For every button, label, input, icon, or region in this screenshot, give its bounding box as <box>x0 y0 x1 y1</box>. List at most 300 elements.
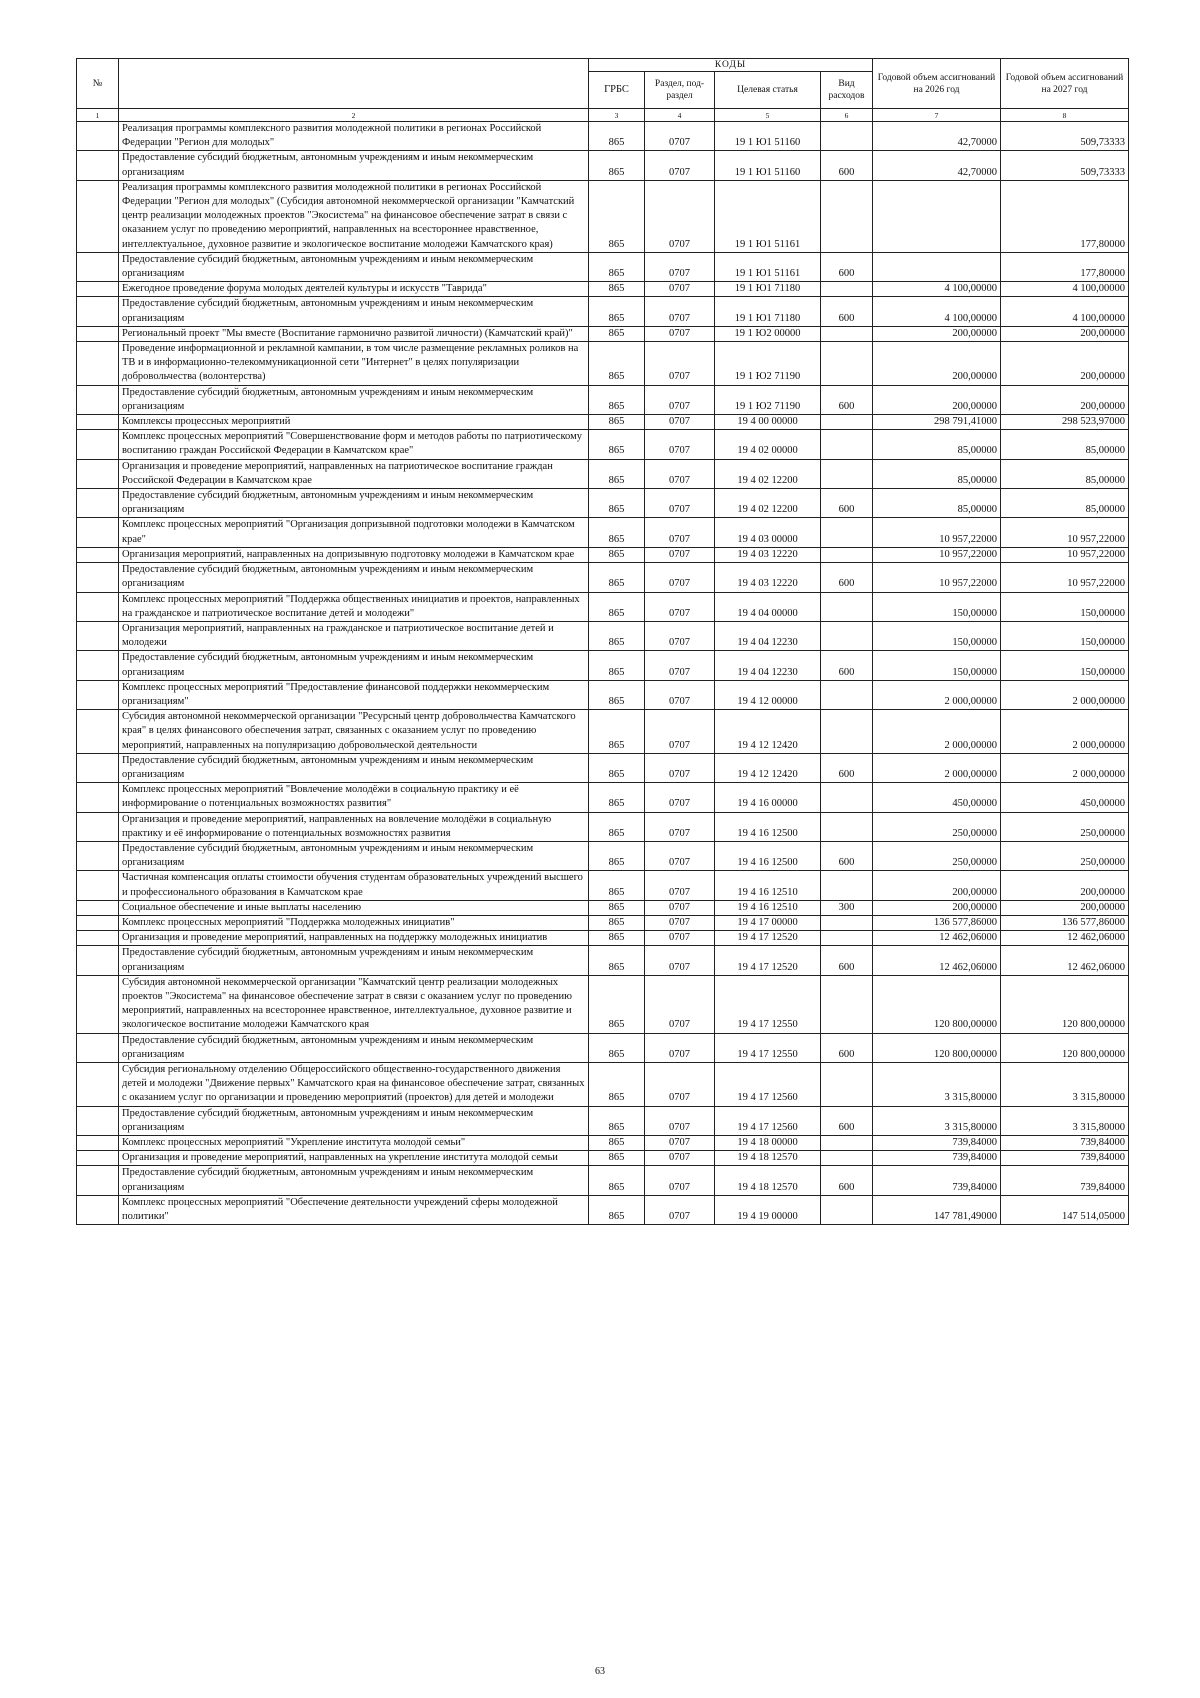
row-target-cell: 19 4 04 12230 <box>715 651 821 680</box>
row-expense-type-cell: 600 <box>821 489 873 518</box>
row-expense-type-cell: 600 <box>821 297 873 326</box>
row-name-cell: Предоставление субсидий бюджетным, автономным учреждениям и иным некоммерческим организациям <box>119 946 589 975</box>
row-amount-2027-cell: 2 000,00000 <box>1001 710 1129 754</box>
row-grbs-cell: 865 <box>589 1195 645 1224</box>
row-section-cell: 0707 <box>645 1106 715 1135</box>
row-target-cell: 19 1 Ю1 51160 <box>715 151 821 180</box>
row-expense-type-cell: 600 <box>821 151 873 180</box>
header-year-2027: Годовой объем ассигнований на 2027 год <box>1001 59 1129 109</box>
row-target-cell: 19 1 Ю2 71190 <box>715 385 821 414</box>
row-number-cell <box>77 489 119 518</box>
row-grbs-cell: 865 <box>589 931 645 946</box>
row-amount-2027-cell: 150,00000 <box>1001 592 1129 621</box>
row-amount-2027-cell: 200,00000 <box>1001 385 1129 414</box>
row-amount-2026-cell: 200,00000 <box>873 871 1001 900</box>
row-amount-2026-cell: 150,00000 <box>873 592 1001 621</box>
row-grbs-cell: 865 <box>589 915 645 930</box>
row-amount-2026-cell: 2 000,00000 <box>873 710 1001 754</box>
page-number: 63 <box>595 1666 605 1677</box>
table-row <box>77 710 1129 754</box>
row-amount-2027-cell: 177,80000 <box>1001 252 1129 281</box>
row-amount-2026-cell: 120 800,00000 <box>873 1033 1001 1062</box>
row-amount-2027-cell: 150,00000 <box>1001 651 1129 680</box>
row-grbs-cell: 865 <box>589 342 645 386</box>
row-expense-type-cell <box>821 282 873 297</box>
row-amount-2026-cell: 10 957,22000 <box>873 518 1001 547</box>
row-name-cell: Социальное обеспечение и иные выплаты населению <box>119 900 589 915</box>
row-section-cell: 0707 <box>645 489 715 518</box>
row-expense-type-cell: 600 <box>821 1033 873 1062</box>
row-grbs-cell: 865 <box>589 841 645 870</box>
row-number-cell <box>77 1166 119 1195</box>
table-row <box>77 1106 1129 1135</box>
row-amount-2026-cell: 298 791,41000 <box>873 415 1001 430</box>
column-number: 8 <box>1001 109 1129 122</box>
row-name-cell: Организация мероприятий, направленных на гражданское и патриотическое воспитание детей и молодежи <box>119 621 589 650</box>
row-section-cell: 0707 <box>645 1195 715 1224</box>
row-amount-2026-cell: 10 957,22000 <box>873 547 1001 562</box>
row-expense-type-cell <box>821 592 873 621</box>
row-amount-2026-cell: 4 100,00000 <box>873 282 1001 297</box>
row-expense-type-cell <box>821 975 873 1033</box>
row-number-cell <box>77 326 119 341</box>
row-section-cell: 0707 <box>645 1151 715 1166</box>
row-amount-2027-cell: 739,84000 <box>1001 1151 1129 1166</box>
row-amount-2027-cell: 2 000,00000 <box>1001 753 1129 782</box>
row-grbs-cell: 865 <box>589 518 645 547</box>
table-row <box>77 1063 1129 1107</box>
row-grbs-cell: 865 <box>589 783 645 812</box>
row-amount-2026-cell: 136 577,86000 <box>873 915 1001 930</box>
row-name-cell: Организация и проведение мероприятий, направленных на вовлечение молодёжи в социальную практику и её информирование о потенциальных возможностях развития <box>119 812 589 841</box>
row-grbs-cell: 865 <box>589 753 645 782</box>
row-target-cell: 19 4 03 00000 <box>715 518 821 547</box>
table-row <box>77 180 1129 252</box>
row-number-cell <box>77 1195 119 1224</box>
row-expense-type-cell <box>821 180 873 252</box>
row-name-cell: Проведение информационной и рекламной кампании, в том числе размещение рекламных роликов на ТВ и в информационно-телекоммуникационной сети "Интернет" в целях популяризации добровольчества (волонтерства) <box>119 342 589 386</box>
row-number-cell <box>77 385 119 414</box>
row-name-cell: Организация мероприятий, направленных на допризывную подготовку молодежи в Камчатском крае <box>119 547 589 562</box>
row-number-cell <box>77 459 119 488</box>
row-number-cell <box>77 1106 119 1135</box>
column-number: 1 <box>77 109 119 122</box>
row-name-cell: Комплекс процессных мероприятий "Предоставление финансовой поддержки некоммерческим организациям" <box>119 680 589 709</box>
table-row <box>77 252 1129 281</box>
row-name-cell: Комплекс процессных мероприятий "Поддержка молодежных инициатив" <box>119 915 589 930</box>
row-number-cell <box>77 122 119 151</box>
row-section-cell: 0707 <box>645 252 715 281</box>
row-amount-2026-cell: 10 957,22000 <box>873 563 1001 592</box>
row-target-cell: 19 4 16 12510 <box>715 871 821 900</box>
row-target-cell: 19 4 18 12570 <box>715 1166 821 1195</box>
row-name-cell: Предоставление субсидий бюджетным, автономным учреждениям и иным некоммерческим организациям <box>119 252 589 281</box>
row-number-cell <box>77 151 119 180</box>
row-name-cell: Организация и проведение мероприятий, направленных на укрепление института молодой семьи <box>119 1151 589 1166</box>
row-number-cell <box>77 297 119 326</box>
table-body <box>77 122 1129 1225</box>
table-row <box>77 415 1129 430</box>
row-number-cell <box>77 1033 119 1062</box>
row-target-cell: 19 1 Ю1 71180 <box>715 297 821 326</box>
table-row <box>77 946 1129 975</box>
row-expense-type-cell: 600 <box>821 1166 873 1195</box>
row-target-cell: 19 4 17 12560 <box>715 1106 821 1135</box>
row-number-cell <box>77 975 119 1033</box>
row-number-cell <box>77 783 119 812</box>
row-target-cell: 19 4 19 00000 <box>715 1195 821 1224</box>
row-amount-2027-cell: 739,84000 <box>1001 1136 1129 1151</box>
row-amount-2027-cell: 250,00000 <box>1001 812 1129 841</box>
row-amount-2027-cell: 12 462,06000 <box>1001 946 1129 975</box>
row-target-cell: 19 1 Ю1 51161 <box>715 252 821 281</box>
row-grbs-cell: 865 <box>589 1063 645 1107</box>
column-number: 6 <box>821 109 873 122</box>
row-grbs-cell: 865 <box>589 946 645 975</box>
row-amount-2026-cell: 200,00000 <box>873 326 1001 341</box>
row-amount-2027-cell: 509,73333 <box>1001 151 1129 180</box>
table-row <box>77 841 1129 870</box>
table-row <box>77 621 1129 650</box>
row-target-cell: 19 4 18 12570 <box>715 1151 821 1166</box>
row-name-cell: Субсидия автономной некоммерческой организации "Ресурсный центр добровольчества Камчатского края" в целях финансового обеспечения затрат, связанных с оказанием услуг по проведению мероприятий, направленных на популяризацию добровольческой деятельности <box>119 710 589 754</box>
row-amount-2026-cell <box>873 180 1001 252</box>
row-section-cell: 0707 <box>645 547 715 562</box>
row-target-cell: 19 1 Ю1 51161 <box>715 180 821 252</box>
row-name-cell: Предоставление субсидий бюджетным, автономным учреждениям и иным некоммерческим организациям <box>119 489 589 518</box>
budget-table <box>76 58 1129 1225</box>
row-amount-2027-cell: 450,00000 <box>1001 783 1129 812</box>
row-target-cell: 19 4 16 00000 <box>715 783 821 812</box>
row-target-cell: 19 4 17 12550 <box>715 1033 821 1062</box>
row-grbs-cell: 865 <box>589 900 645 915</box>
row-expense-type-cell <box>821 459 873 488</box>
row-amount-2027-cell: 739,84000 <box>1001 1166 1129 1195</box>
row-grbs-cell: 865 <box>589 282 645 297</box>
row-expense-type-cell <box>821 931 873 946</box>
row-target-cell: 19 4 12 12420 <box>715 753 821 782</box>
row-name-cell: Предоставление субсидий бюджетным, автономным учреждениям и иным некоммерческим организациям <box>119 385 589 414</box>
table-row <box>77 680 1129 709</box>
row-expense-type-cell <box>821 871 873 900</box>
row-expense-type-cell <box>821 915 873 930</box>
table-header <box>77 59 1129 109</box>
row-name-cell: Предоставление субсидий бюджетным, автономным учреждениям и иным некоммерческим организациям <box>119 151 589 180</box>
row-name-cell: Предоставление субсидий бюджетным, автономным учреждениям и иным некоммерческим организациям <box>119 297 589 326</box>
row-name-cell: Комплекс процессных мероприятий "Организация допризывной подготовки молодежи в Камчатском крае" <box>119 518 589 547</box>
header-name-empty <box>119 59 589 109</box>
row-name-cell: Комплекс процессных мероприятий "Вовлечение молодёжи в социальную практику и её информирование о потенциальных возможностях развития" <box>119 783 589 812</box>
table-row <box>77 489 1129 518</box>
row-amount-2026-cell: 3 315,80000 <box>873 1063 1001 1107</box>
row-grbs-cell: 865 <box>589 680 645 709</box>
row-target-cell: 19 4 17 12560 <box>715 1063 821 1107</box>
row-amount-2027-cell: 200,00000 <box>1001 326 1129 341</box>
row-number-cell <box>77 871 119 900</box>
table-row <box>77 1195 1129 1224</box>
row-expense-type-cell: 600 <box>821 753 873 782</box>
column-number-row <box>77 109 1129 122</box>
row-name-cell: Предоставление субсидий бюджетным, автономным учреждениям и иным некоммерческим организациям <box>119 753 589 782</box>
row-expense-type-cell: 600 <box>821 385 873 414</box>
table-row <box>77 1136 1129 1151</box>
table-row <box>77 342 1129 386</box>
row-grbs-cell: 865 <box>589 1033 645 1062</box>
row-section-cell: 0707 <box>645 385 715 414</box>
row-grbs-cell: 865 <box>589 489 645 518</box>
row-amount-2026-cell: 200,00000 <box>873 342 1001 386</box>
row-section-cell: 0707 <box>645 415 715 430</box>
row-amount-2026-cell: 42,70000 <box>873 122 1001 151</box>
row-number-cell <box>77 651 119 680</box>
row-section-cell: 0707 <box>645 592 715 621</box>
row-name-cell: Комплексы процессных мероприятий <box>119 415 589 430</box>
row-grbs-cell: 865 <box>589 651 645 680</box>
row-section-cell: 0707 <box>645 621 715 650</box>
row-target-cell: 19 1 Ю1 51160 <box>715 122 821 151</box>
row-target-cell: 19 4 03 12220 <box>715 563 821 592</box>
row-target-cell: 19 4 16 12500 <box>715 841 821 870</box>
header-target: Целевая статья <box>715 72 821 109</box>
row-number-cell <box>77 180 119 252</box>
row-target-cell: 19 4 16 12500 <box>715 812 821 841</box>
column-number: 7 <box>873 109 1001 122</box>
row-amount-2027-cell: 298 523,97000 <box>1001 415 1129 430</box>
table-row <box>77 931 1129 946</box>
row-name-cell: Организация и проведение мероприятий, направленных на патриотическое воспитание граждан Российской Федерации в Камчатском крае <box>119 459 589 488</box>
row-expense-type-cell <box>821 430 873 459</box>
row-amount-2026-cell: 739,84000 <box>873 1151 1001 1166</box>
row-amount-2026-cell: 85,00000 <box>873 489 1001 518</box>
row-target-cell: 19 4 00 00000 <box>715 415 821 430</box>
row-name-cell: Реализация программы комплексного развития молодежной политики в регионах Российской Федерации "Регион для молодых" (Субсидия автономной некоммерческой организации "Камчатский центр реализации молодежных проектов "Экосистема" на финансовое обеспечение затрат в связи с оказанием услуг по проведению мероприятий, направленных на всестороннее нравственное, интеллектуальное, духовное развитие и экологическое воспитание молодежи Камчатского края) <box>119 180 589 252</box>
row-amount-2027-cell: 150,00000 <box>1001 621 1129 650</box>
row-name-cell: Предоставление субсидий бюджетным, автономным учреждениям и иным некоммерческим организациям <box>119 1033 589 1062</box>
row-number-cell <box>77 547 119 562</box>
budget-table-sheet <box>76 58 1128 1225</box>
table-row <box>77 282 1129 297</box>
row-amount-2027-cell: 3 315,80000 <box>1001 1106 1129 1135</box>
header-codes: КОДЫ <box>589 59 873 72</box>
row-expense-type-cell <box>821 783 873 812</box>
row-amount-2027-cell: 2 000,00000 <box>1001 680 1129 709</box>
row-number-cell <box>77 282 119 297</box>
row-grbs-cell: 865 <box>589 975 645 1033</box>
row-section-cell: 0707 <box>645 975 715 1033</box>
row-section-cell: 0707 <box>645 122 715 151</box>
row-expense-type-cell <box>821 342 873 386</box>
row-amount-2026-cell: 739,84000 <box>873 1166 1001 1195</box>
row-name-cell: Предоставление субсидий бюджетным, автономным учреждениям и иным некоммерческим организациям <box>119 1106 589 1135</box>
column-number: 5 <box>715 109 821 122</box>
table-row <box>77 1033 1129 1062</box>
row-section-cell: 0707 <box>645 651 715 680</box>
table-row <box>77 871 1129 900</box>
row-number-cell <box>77 592 119 621</box>
column-number: 4 <box>645 109 715 122</box>
row-target-cell: 19 4 03 12220 <box>715 547 821 562</box>
row-section-cell: 0707 <box>645 931 715 946</box>
header-year-2026: Годовой объем ассигнований на 2026 год <box>873 59 1001 109</box>
row-name-cell: Субсидия региональному отделению Общероссийского общественно-государственного движения детей и молодежи "Движение первых" Камчатского края на финансовое обеспечение затрат, связанных с оказанием услуг по организации и проведению мероприятий (проектов) для детей и молодежи <box>119 1063 589 1107</box>
row-target-cell: 19 4 02 12200 <box>715 459 821 488</box>
row-amount-2027-cell: 120 800,00000 <box>1001 1033 1129 1062</box>
row-expense-type-cell <box>821 812 873 841</box>
row-amount-2027-cell: 120 800,00000 <box>1001 975 1129 1033</box>
row-target-cell: 19 1 Ю2 71190 <box>715 342 821 386</box>
row-grbs-cell: 865 <box>589 151 645 180</box>
row-number-cell <box>77 563 119 592</box>
row-expense-type-cell: 600 <box>821 1106 873 1135</box>
row-target-cell: 19 4 04 12230 <box>715 621 821 650</box>
row-amount-2026-cell: 150,00000 <box>873 621 1001 650</box>
row-section-cell: 0707 <box>645 151 715 180</box>
row-section-cell: 0707 <box>645 710 715 754</box>
row-target-cell: 19 4 17 00000 <box>715 915 821 930</box>
row-expense-type-cell: 600 <box>821 651 873 680</box>
row-target-cell: 19 4 12 12420 <box>715 710 821 754</box>
row-section-cell: 0707 <box>645 563 715 592</box>
row-name-cell: Комплекс процессных мероприятий "Укрепление института молодой семьи" <box>119 1136 589 1151</box>
row-name-cell: Предоставление субсидий бюджетным, автономным учреждениям и иным некоммерческим организациям <box>119 1166 589 1195</box>
row-number-cell <box>77 1136 119 1151</box>
row-name-cell: Комплекс процессных мероприятий "Обеспечение деятельности учреждений сферы молодежной политики" <box>119 1195 589 1224</box>
row-number-cell <box>77 915 119 930</box>
table-row <box>77 975 1129 1033</box>
row-expense-type-cell: 600 <box>821 563 873 592</box>
row-amount-2026-cell: 85,00000 <box>873 430 1001 459</box>
row-expense-type-cell <box>821 680 873 709</box>
row-grbs-cell: 865 <box>589 180 645 252</box>
row-grbs-cell: 865 <box>589 430 645 459</box>
row-target-cell: 19 4 02 00000 <box>715 430 821 459</box>
row-target-cell: 19 1 Ю1 71180 <box>715 282 821 297</box>
row-section-cell: 0707 <box>645 871 715 900</box>
row-name-cell: Частичная компенсация оплаты стоимости обучения студентам образовательных учреждений высшего и профессионального образования в Камчатском крае <box>119 871 589 900</box>
row-amount-2027-cell: 200,00000 <box>1001 342 1129 386</box>
row-grbs-cell: 865 <box>589 459 645 488</box>
row-name-cell: Комплекс процессных мероприятий "Совершенствование форм и методов работы по патриотическому воспитанию граждан Российской Федерации в Камчатском крае" <box>119 430 589 459</box>
row-grbs-cell: 865 <box>589 385 645 414</box>
row-amount-2026-cell: 200,00000 <box>873 900 1001 915</box>
row-name-cell: Организация и проведение мероприятий, направленных на поддержку молодежных инициатив <box>119 931 589 946</box>
row-number-cell <box>77 900 119 915</box>
row-grbs-cell: 865 <box>589 812 645 841</box>
row-grbs-cell: 865 <box>589 592 645 621</box>
row-expense-type-cell: 600 <box>821 946 873 975</box>
row-expense-type-cell <box>821 621 873 650</box>
row-target-cell: 19 4 16 12510 <box>715 900 821 915</box>
row-expense-type-cell: 600 <box>821 252 873 281</box>
row-amount-2027-cell: 147 514,05000 <box>1001 1195 1129 1224</box>
row-name-cell: Предоставление субсидий бюджетным, автономным учреждениям и иным некоммерческим организациям <box>119 651 589 680</box>
table-row <box>77 326 1129 341</box>
table-row <box>77 1166 1129 1195</box>
row-section-cell: 0707 <box>645 915 715 930</box>
row-grbs-cell: 865 <box>589 297 645 326</box>
row-amount-2027-cell: 85,00000 <box>1001 430 1129 459</box>
row-number-cell <box>77 1151 119 1166</box>
row-grbs-cell: 865 <box>589 1136 645 1151</box>
table-row <box>77 385 1129 414</box>
row-amount-2026-cell: 739,84000 <box>873 1136 1001 1151</box>
row-name-cell: Ежегодное проведение форума молодых деятелей культуры и искусств "Таврида" <box>119 282 589 297</box>
row-expense-type-cell <box>821 122 873 151</box>
row-section-cell: 0707 <box>645 753 715 782</box>
row-section-cell: 0707 <box>645 812 715 841</box>
table-row <box>77 915 1129 930</box>
table-row <box>77 812 1129 841</box>
row-amount-2026-cell: 147 781,49000 <box>873 1195 1001 1224</box>
row-number-cell <box>77 252 119 281</box>
row-expense-type-cell: 600 <box>821 841 873 870</box>
table-row <box>77 151 1129 180</box>
row-amount-2026-cell: 450,00000 <box>873 783 1001 812</box>
header-expense-type: Вид расходов <box>821 72 873 109</box>
row-target-cell: 19 4 17 12550 <box>715 975 821 1033</box>
row-section-cell: 0707 <box>645 680 715 709</box>
row-number-cell <box>77 680 119 709</box>
row-grbs-cell: 865 <box>589 871 645 900</box>
row-number-cell <box>77 931 119 946</box>
table-row <box>77 518 1129 547</box>
row-amount-2027-cell: 177,80000 <box>1001 180 1129 252</box>
table-row <box>77 900 1129 915</box>
table-row <box>77 592 1129 621</box>
table-row <box>77 783 1129 812</box>
row-section-cell: 0707 <box>645 180 715 252</box>
row-amount-2026-cell: 2 000,00000 <box>873 680 1001 709</box>
row-section-cell: 0707 <box>645 1166 715 1195</box>
row-expense-type-cell <box>821 710 873 754</box>
row-target-cell: 19 4 17 12520 <box>715 931 821 946</box>
row-section-cell: 0707 <box>645 326 715 341</box>
row-expense-type-cell <box>821 1195 873 1224</box>
table-row <box>77 547 1129 562</box>
row-target-cell: 19 4 04 00000 <box>715 592 821 621</box>
row-number-cell <box>77 710 119 754</box>
row-section-cell: 0707 <box>645 841 715 870</box>
row-section-cell: 0707 <box>645 1136 715 1151</box>
row-number-cell <box>77 415 119 430</box>
row-grbs-cell: 865 <box>589 122 645 151</box>
row-expense-type-cell: 300 <box>821 900 873 915</box>
row-section-cell: 0707 <box>645 342 715 386</box>
table-row <box>77 430 1129 459</box>
row-expense-type-cell <box>821 1063 873 1107</box>
row-grbs-cell: 865 <box>589 415 645 430</box>
row-grbs-cell: 865 <box>589 621 645 650</box>
row-section-cell: 0707 <box>645 783 715 812</box>
row-amount-2026-cell <box>873 252 1001 281</box>
row-grbs-cell: 865 <box>589 563 645 592</box>
row-grbs-cell: 865 <box>589 326 645 341</box>
row-expense-type-cell <box>821 547 873 562</box>
row-expense-type-cell <box>821 415 873 430</box>
row-amount-2026-cell: 85,00000 <box>873 459 1001 488</box>
row-target-cell: 19 4 12 00000 <box>715 680 821 709</box>
row-amount-2027-cell: 10 957,22000 <box>1001 518 1129 547</box>
row-section-cell: 0707 <box>645 946 715 975</box>
row-target-cell: 19 4 02 12200 <box>715 489 821 518</box>
table-row <box>77 563 1129 592</box>
row-number-cell <box>77 518 119 547</box>
row-target-cell: 19 1 Ю2 00000 <box>715 326 821 341</box>
row-section-cell: 0707 <box>645 459 715 488</box>
row-amount-2026-cell: 200,00000 <box>873 385 1001 414</box>
row-target-cell: 19 4 18 00000 <box>715 1136 821 1151</box>
row-amount-2027-cell: 4 100,00000 <box>1001 282 1129 297</box>
